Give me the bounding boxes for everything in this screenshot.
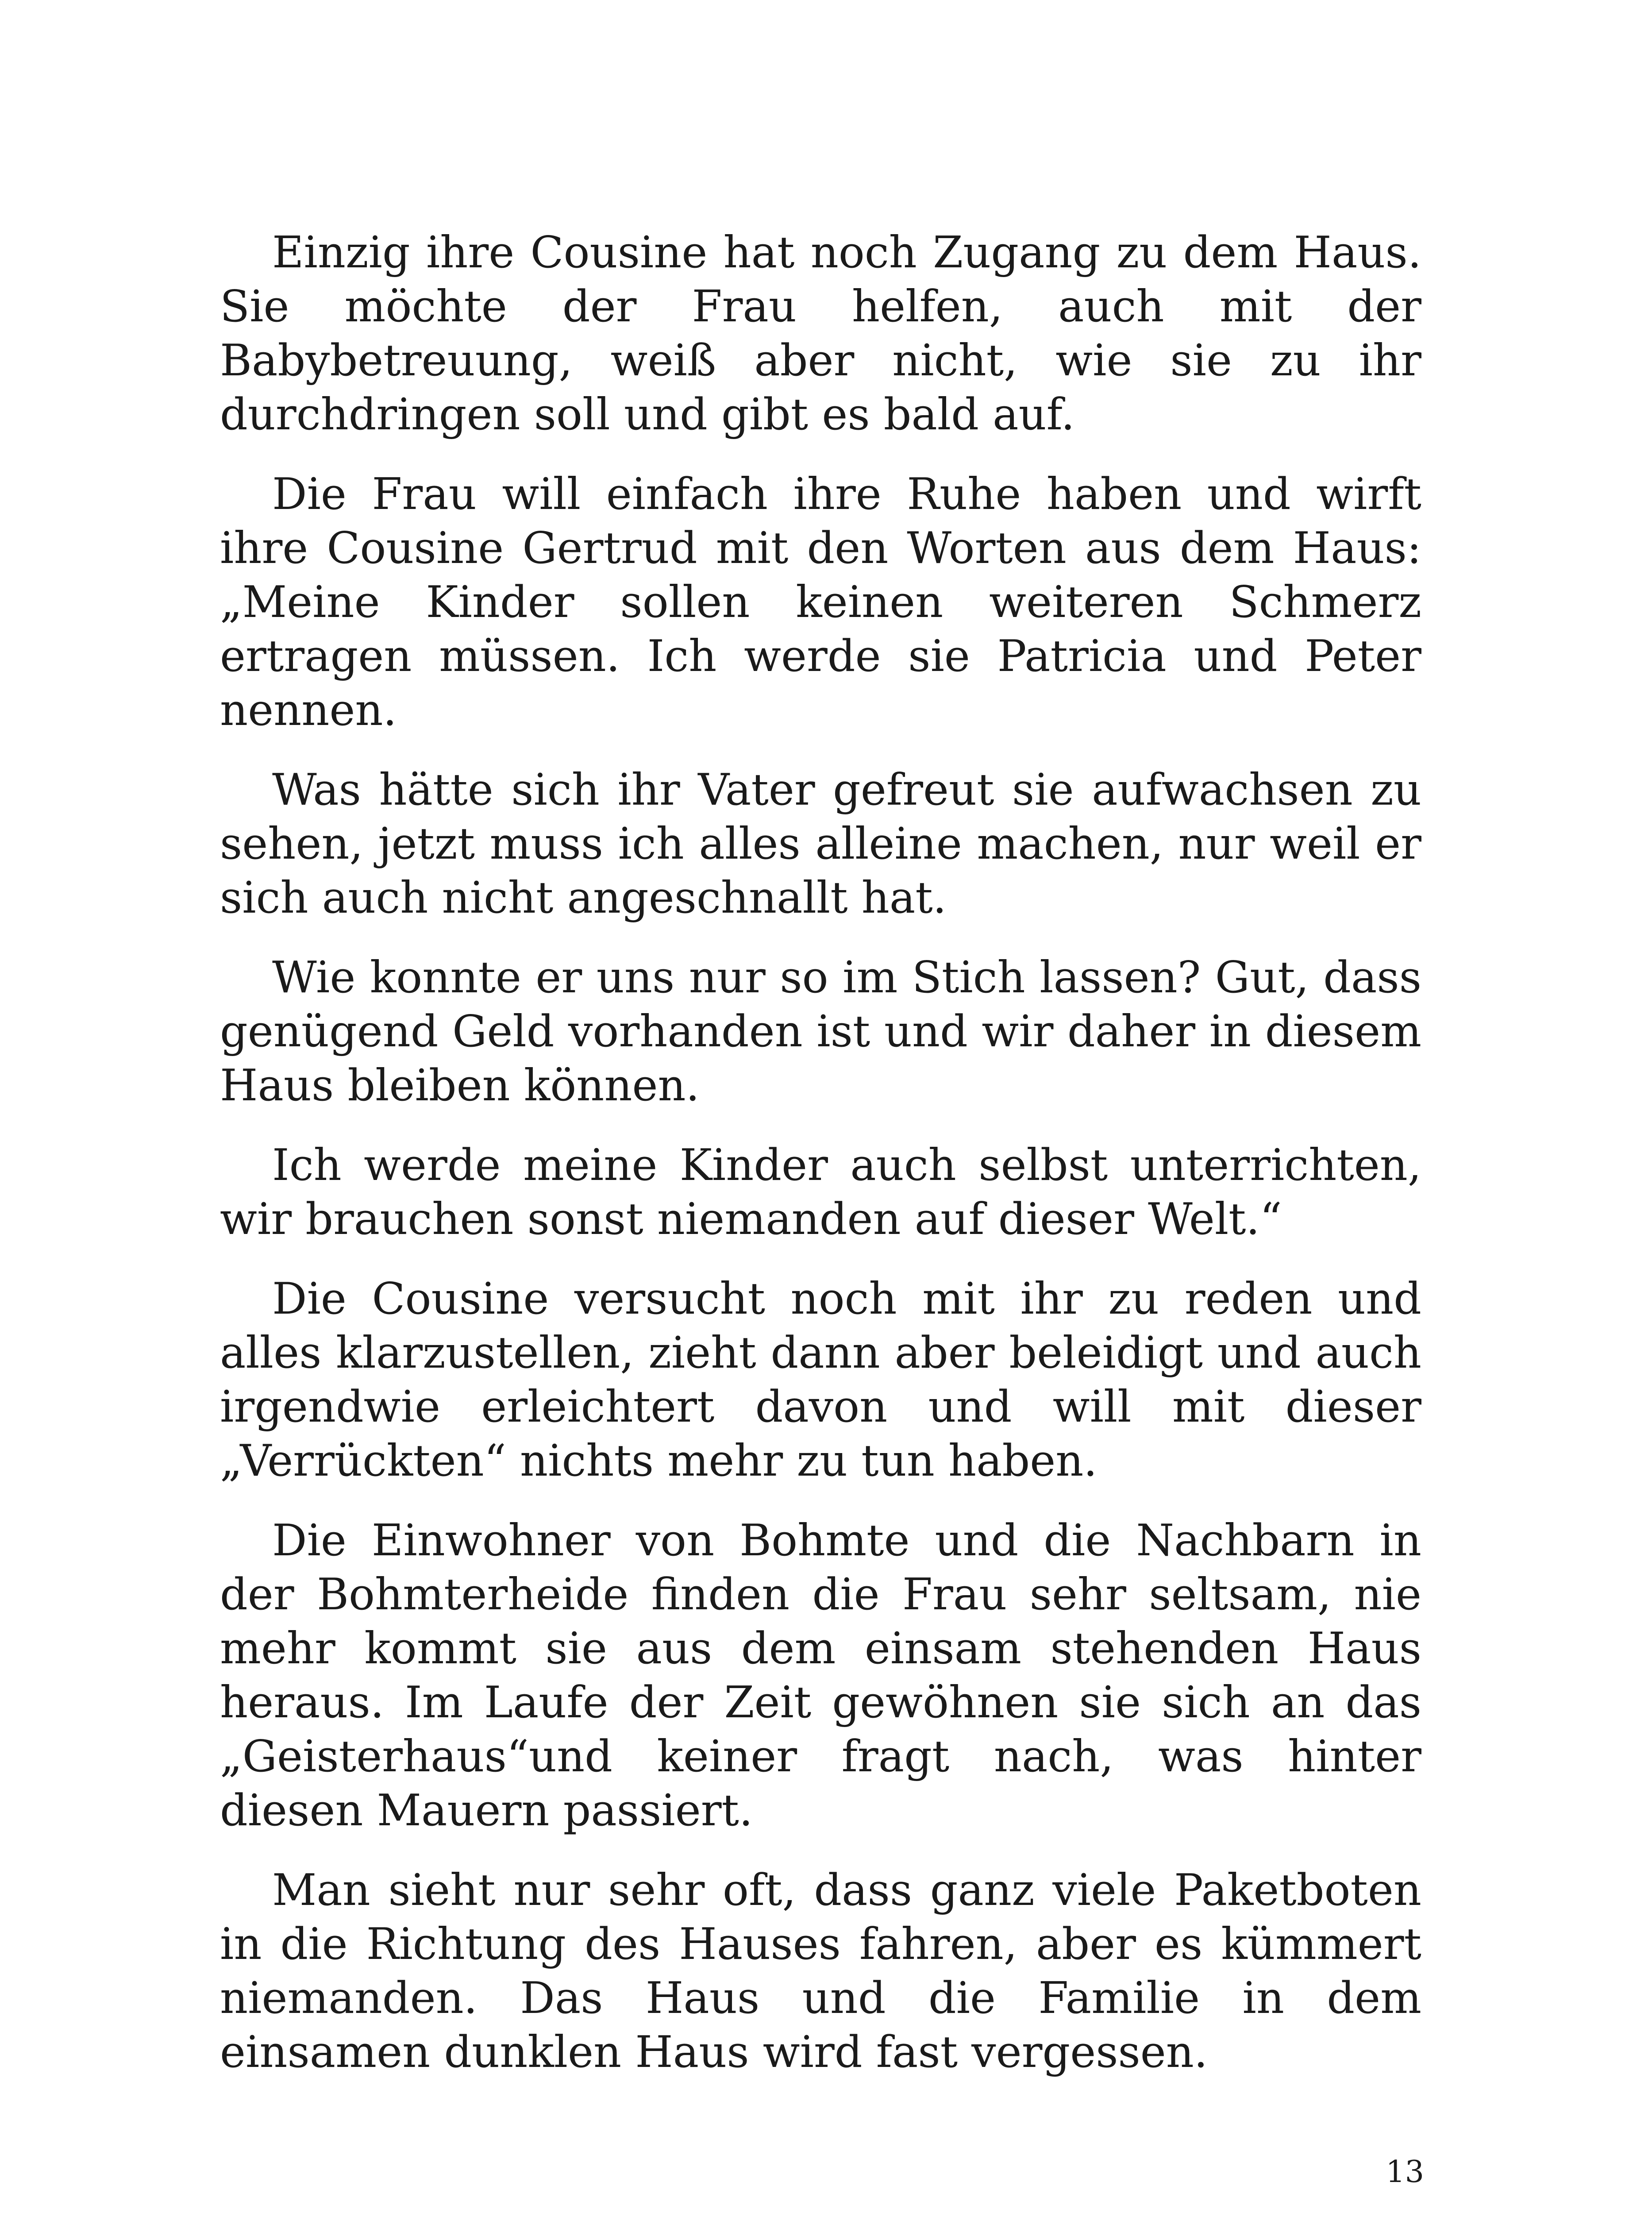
paragraph-2: Die Frau will einfach ihre Ruhe haben und wirft ihre Cousine Gertrud mit den Worten aus dem Haus: „Meine Kinder sollen keinen weiteren Schmerz ertragen müssen. Ich werde sie Patricia und Peter nennen. bbox=[220, 469, 1421, 736]
paragraph-5: Ich werde meine Kinder auch selbst unterrichten, wir brauchen sonst niemanden auf dieser Welt.“ bbox=[220, 1140, 1421, 1245]
paragraph-4: Wie konnte er uns nur so im Stich lassen? Gut, dass genügend Geld vorhanden ist und wir daher in diesem Haus bleiben können. bbox=[220, 952, 1421, 1111]
paragraph-7: Die Einwohner von Bohmte und die Nachbarn in der Bohmterheide finden die Frau sehr seltsam, nie mehr kommt sie aus dem einsam stehenden Haus heraus. Im Laufe der Zeit gewöhnen sie sich an das „Geisterhaus“und keiner fragt nach, was hinter diesen Mauern passiert. bbox=[220, 1515, 1421, 1836]
paragraph-8: Man sieht nur sehr oft, dass ganz viele Paketboten in die Richtung des Hauses fahren, aber es kümmert niemanden. Das Haus und die Familie in dem einsamen dunklen Haus wird fast vergessen. bbox=[220, 1865, 1421, 2078]
paragraph-3: Was hätte sich ihr Vater gefreut sie aufwachsen zu sehen, jetzt muss ich alles alleine machen, nur weil er sich auch nicht angeschnallt hat. bbox=[220, 765, 1421, 923]
page-number: 13 bbox=[1386, 2155, 1424, 2190]
paragraph-1: Einzig ihre Cousine hat noch Zugang zu dem Haus. Sie möchte der Frau helfen, auch mit der Babybetreuung, weiß aber nicht, wie sie zu ihr durchdringen soll und gibt es bald auf. bbox=[220, 227, 1421, 440]
body-text bbox=[220, 226, 1421, 2105]
paragraph-6: Die Cousine versucht noch mit ihr zu reden und alles klarzustellen, zieht dann aber beleidigt und auch irgendwie erleichtert davon und will mit dieser „Verrückten“ nichts mehr zu tun haben. bbox=[220, 1274, 1421, 1486]
